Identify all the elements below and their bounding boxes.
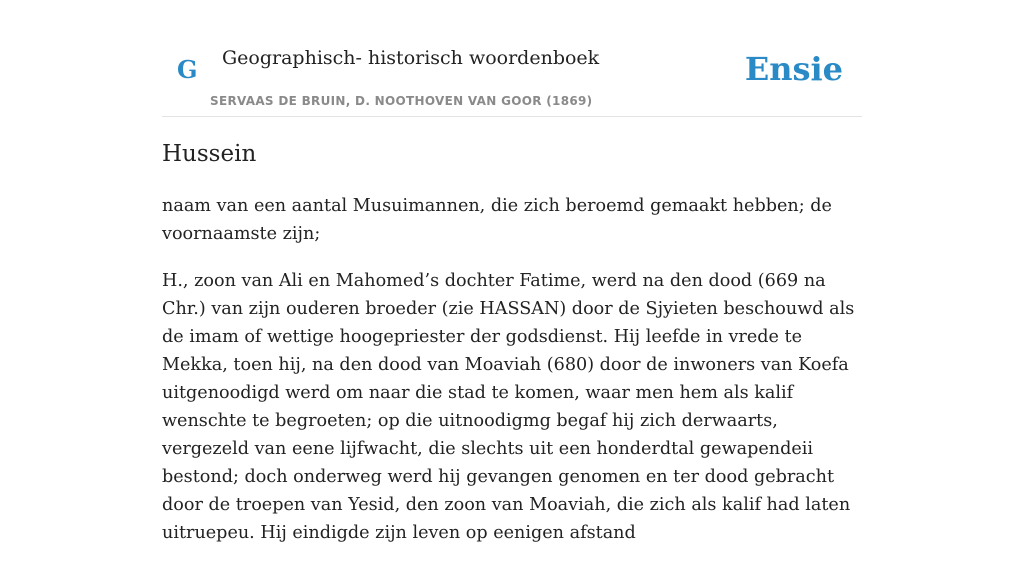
dictionary-authors: SERVAAS DE BRUIN, D. NOOTHOVEN VAN GOOR (1869): [210, 94, 593, 108]
entry-paragraph: naam van een aantal Musuimannen, die zich beroemd gemaakt hebben; de voornaamste zijn;: [162, 196, 832, 244]
site-header: [162, 0, 862, 117]
dictionary-title-link[interactable]: Geographisch- historisch woordenboek: [222, 47, 600, 69]
ensie-logo-link[interactable]: Ensie: [744, 50, 843, 88]
entry-body: [162, 192, 865, 566]
entry-title: Hussein: [162, 141, 257, 167]
entry-paragraph: H., zoon van Ali en Mahomed’s dochter Fatime, werd na den dood (669 na Chr.) van zijn ouderen broeder (zie HASSAN) door de Sjyieten beschouwd als de imam of wettige hoogepriester der godsdienst. Hij leefde in vrede te Mekka, toen hij, na den dood van Moaviah (680) door de inwoners van Koefa uitgenoodigd werd om naar die stad te komen, waar men hem als kalif wenschte te begroeten; op die uitnoodigmg begaf hij zich derwaarts, vergezeld van eene lijfwacht, die slechts uit een honderdtal gewapendeii bestond; doch onderweg werd hij gevangen genomen en ter dood gebracht door de troepen van Yesid, den zoon van Moaviah, die zich als kalif had laten uitruepeu. Hij eindigde zijn leven op eenigen afstand: [162, 271, 855, 543]
dictionary-letter-badge[interactable]: G: [177, 55, 198, 84]
